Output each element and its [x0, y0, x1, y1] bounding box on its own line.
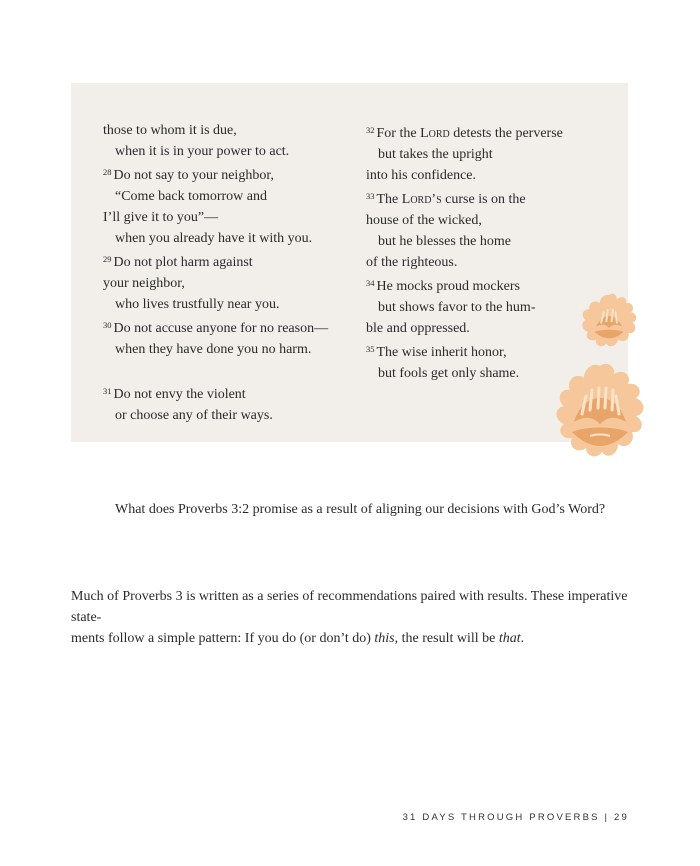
verse-text: but shows favor to the hum-: [378, 300, 536, 315]
verse-text: your neighbor,: [103, 276, 185, 291]
verse-text: He mocks proud mockers: [376, 279, 520, 294]
verse-text: into his confidence.: [366, 168, 477, 183]
verse-text: The wise inherit honor,: [376, 345, 507, 360]
verse-text: Do not say to your neighbor,: [113, 168, 274, 183]
emphasis: this: [374, 631, 395, 646]
verse-line: [103, 315, 328, 339]
verse-text: The: [376, 192, 402, 207]
emphasis: that: [498, 631, 521, 646]
paragraph-text: , the result will be: [394, 631, 499, 646]
flower-icon: [576, 290, 642, 352]
divine-name: Lord: [420, 126, 450, 141]
verse-text: of the righteous.: [366, 255, 458, 270]
verse-line: [103, 162, 328, 186]
paragraph-text: Much of Proverbs 3 is written as a series of recommendations paired with results. These imperative state-: [71, 589, 628, 625]
verse-line: [103, 381, 328, 405]
verse-number: 29: [103, 254, 112, 264]
verse-line: [103, 249, 328, 273]
scripture-column-left: [103, 120, 328, 426]
study-question: What does Proverbs 3:2 promise as a result of aligning our decisions with God’s Word?: [115, 502, 606, 517]
verse-line: [366, 165, 563, 186]
verse-line: [103, 141, 328, 162]
verse-text: “Come back tomorrow and: [115, 189, 268, 204]
verse-text: curse is on the: [441, 192, 526, 207]
verse-line: [366, 339, 563, 363]
paragraph-text: .: [520, 631, 525, 646]
verse-text: when it is in your power to act.: [115, 144, 290, 159]
verse-text: house of the wicked,: [366, 213, 482, 228]
verse-line: [103, 339, 328, 360]
page-footer: 31 DAYS THROUGH PROVERBS | 29: [402, 812, 629, 823]
scripture-column-right: [366, 120, 563, 384]
verse-line: [366, 210, 563, 231]
verse-line: [103, 273, 328, 294]
verse-number: 34: [366, 278, 375, 288]
verse-line: [366, 231, 563, 252]
body-paragraph: [71, 586, 631, 649]
verse-text: who lives trustfully near you.: [115, 297, 280, 312]
verse-text: those to whom it is due,: [103, 123, 237, 138]
verse-text: detests the perverse: [449, 126, 563, 141]
verse-line: [366, 297, 563, 318]
divine-name: Lord’s: [401, 192, 442, 207]
verse-text: but fools get only shame.: [378, 366, 520, 381]
verse-line: [103, 294, 328, 315]
verse-line: [366, 144, 563, 165]
verse-number: 35: [366, 344, 375, 354]
verse-text: when they have done you no harm.: [115, 342, 312, 357]
verse-line: [103, 186, 328, 207]
verse-line: [366, 273, 563, 297]
verse-line: [366, 363, 563, 384]
verse-text: but he blesses the home: [378, 234, 511, 249]
verse-line: [366, 120, 563, 144]
verse-line: [366, 186, 563, 210]
verse-text: ble and oppressed.: [366, 321, 470, 336]
verse-text: I’ll give it to you”—: [103, 210, 219, 225]
verse-text: when you already have it with you.: [115, 231, 313, 246]
verse-line: [103, 120, 328, 141]
verse-text: For the: [376, 126, 421, 141]
verse-number: 30: [103, 320, 112, 330]
verse-number: 31: [103, 386, 112, 396]
verse-line: [103, 405, 328, 426]
verse-line: [103, 228, 328, 249]
verse-text: Do not envy the violent: [113, 387, 246, 402]
verse-line: [366, 318, 563, 339]
verse-number: 32: [366, 125, 375, 135]
verse-text: but takes the upright: [378, 147, 493, 162]
verse-number: 33: [366, 191, 375, 201]
verse-number: 28: [103, 167, 112, 177]
verse-line: [366, 252, 563, 273]
verse-text: Do not accuse anyone for no reason—: [113, 321, 329, 336]
verse-text: Do not plot harm against: [113, 255, 253, 270]
paragraph-text: ments follow a simple pattern: If you do (or don’t do): [71, 631, 375, 646]
flower-icon: [550, 362, 650, 464]
verse-text: or choose any of their ways.: [115, 408, 273, 423]
verse-line: [103, 207, 328, 228]
